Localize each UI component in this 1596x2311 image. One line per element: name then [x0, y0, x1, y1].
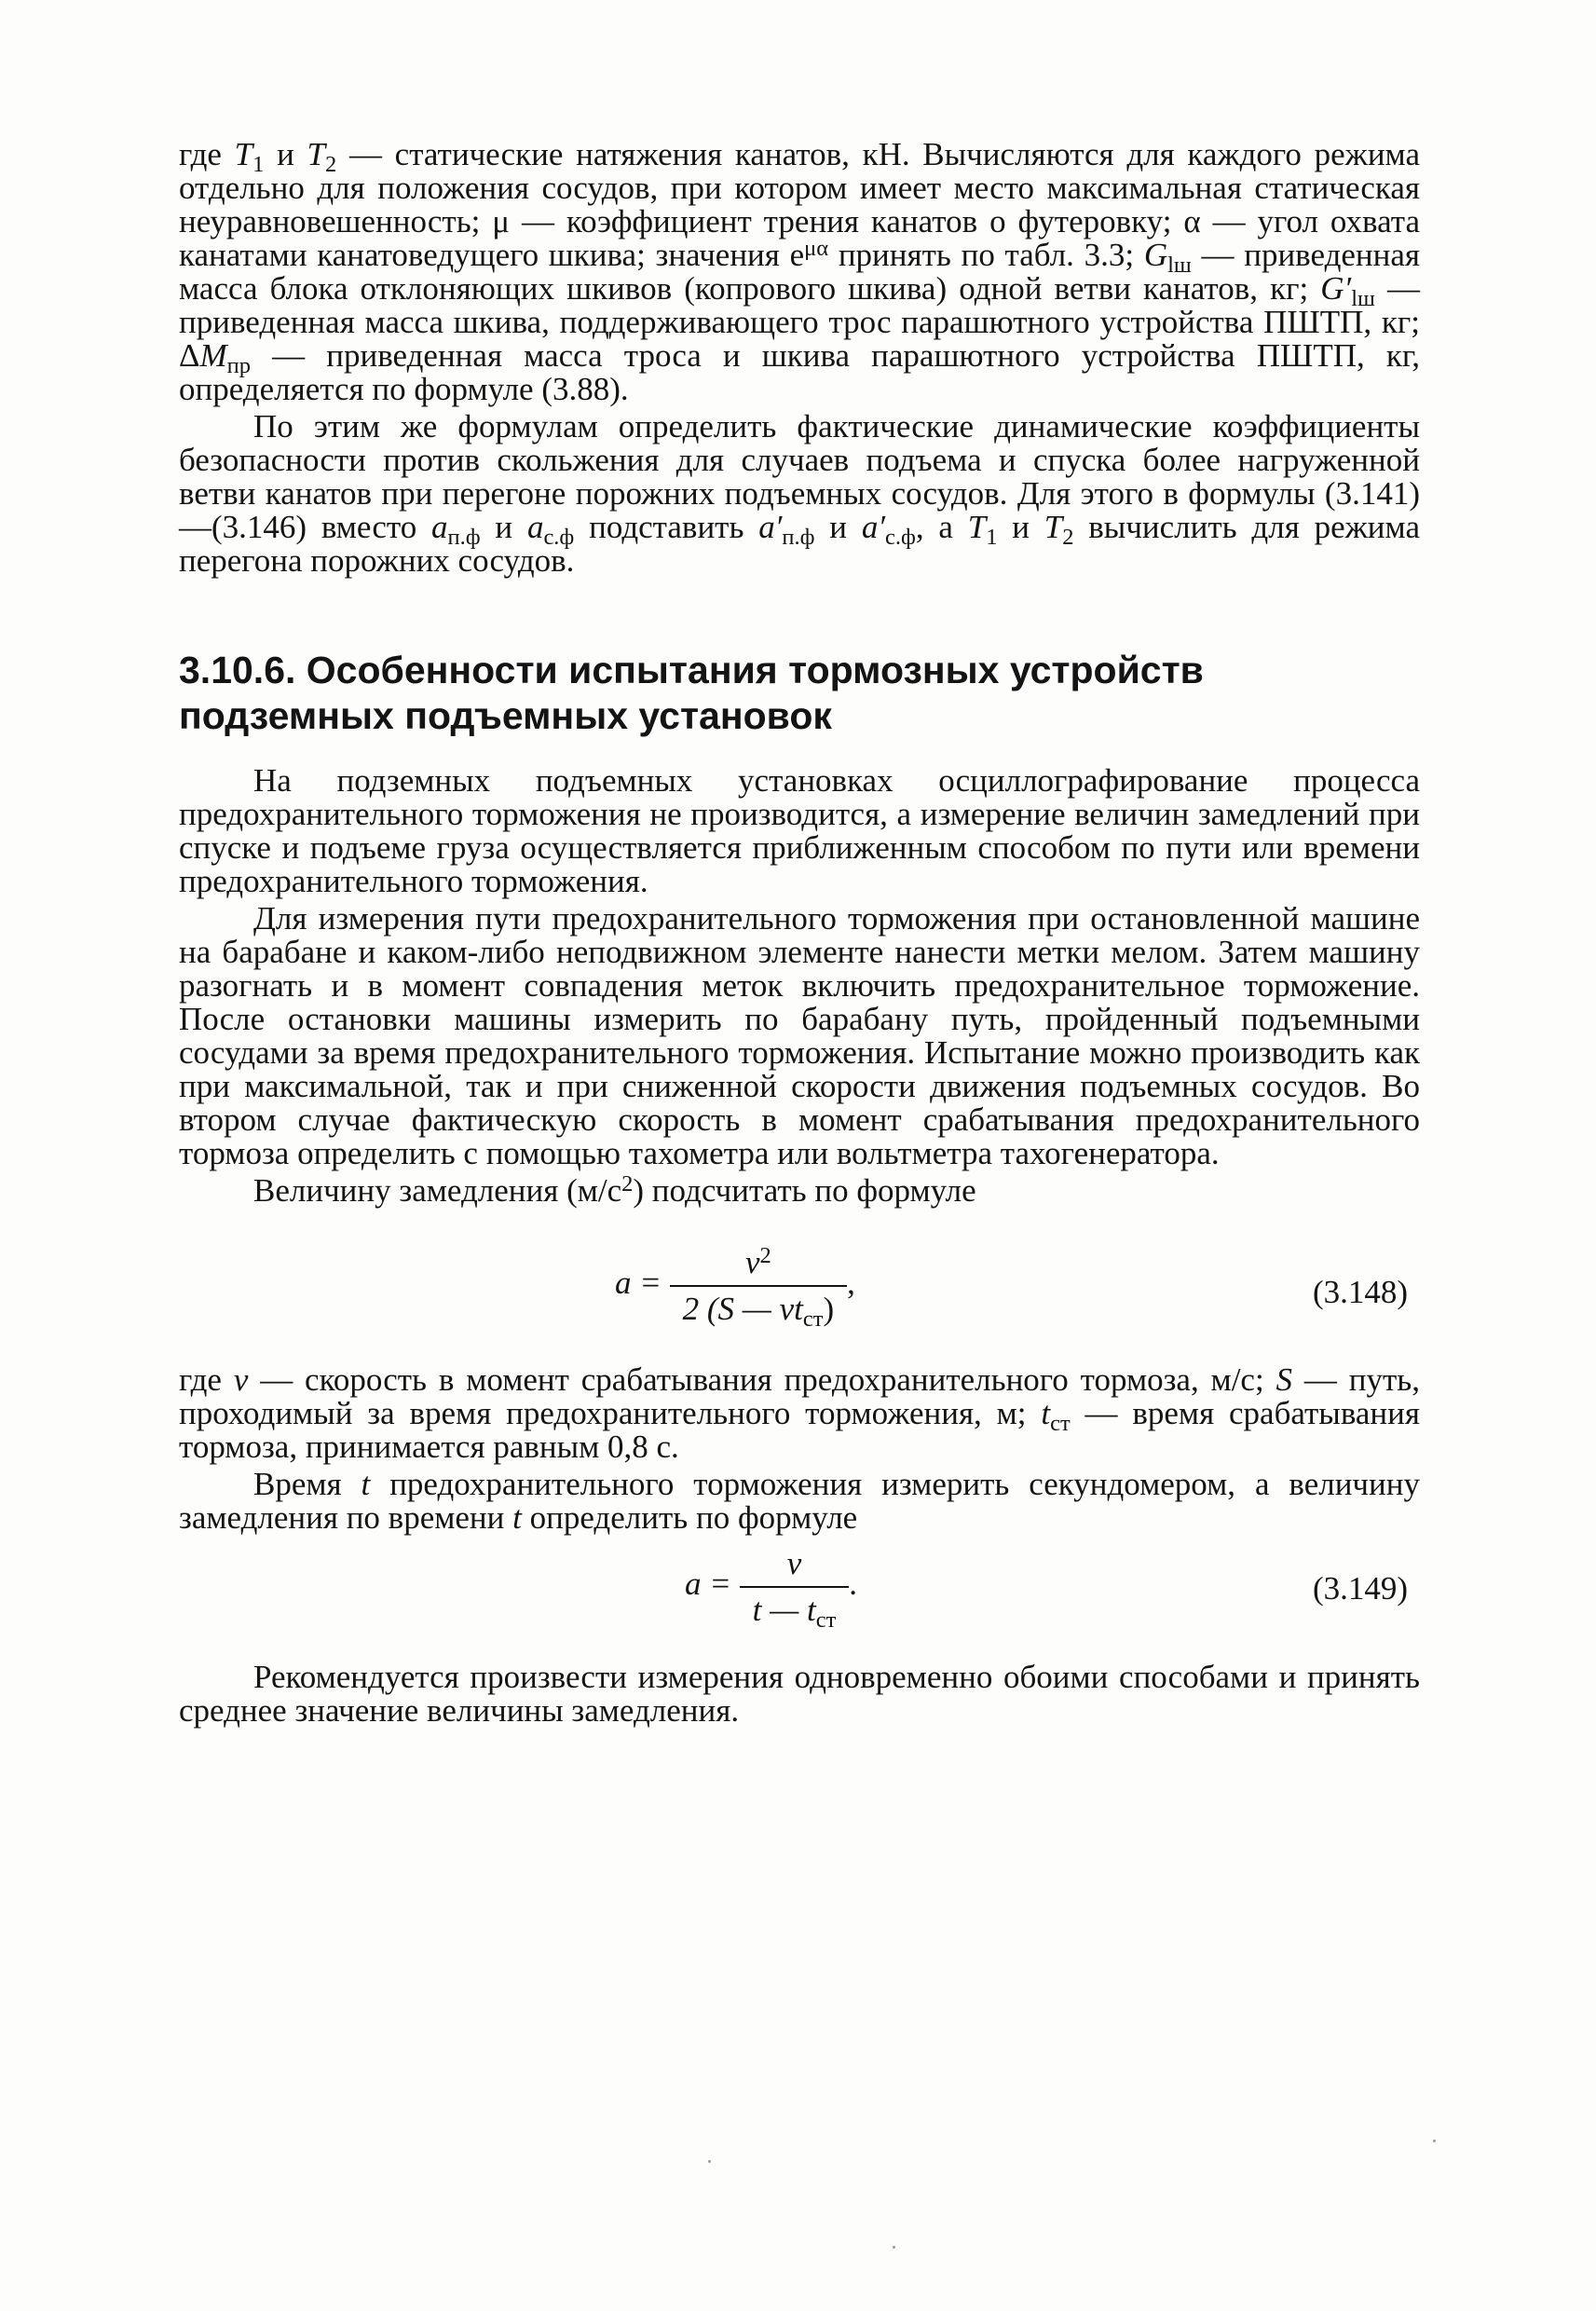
equation-number-3-148: (3.148) [1313, 1274, 1409, 1310]
heading-line-1: 3.10.6. Особенности испытания тормозных устройств [179, 649, 1204, 691]
text-run: где [179, 1361, 234, 1398]
denominator-close: ) [823, 1291, 835, 1327]
paragraph-intro: На подземных подъемных установках осциллографирование процесса предохранительного торможения не производится, а измерение величин замедлений при спуске и подъеме груза осуществляется приближенным способом по пути или времени предохранительного торможения. [179, 762, 1420, 899]
subscript: ст [1050, 1410, 1071, 1436]
text-run: Величину замедления (м/с [253, 1172, 622, 1209]
text-run: и [814, 509, 862, 545]
fraction-numerator [740, 1545, 850, 1586]
scan-speck [708, 2160, 711, 2163]
text-run: и [997, 509, 1044, 545]
symbol-t: t [512, 1499, 522, 1536]
superscript: 2 [621, 1170, 634, 1197]
equation-number-3-149: (3.149) [1313, 1570, 1409, 1607]
formula-punctuation: , [847, 1265, 855, 1302]
superscript: μα [804, 235, 829, 261]
symbol-M: M [199, 337, 227, 374]
paragraph-symbol-definitions [179, 1363, 1420, 1464]
text-run: — приведенная масса блока отклоняющих шкивов (копрового шкива) одной ветви канатов, кг; [179, 237, 1421, 307]
numerator-symbol: v [745, 1244, 760, 1280]
scan-speck [893, 2246, 895, 2249]
superscript: 2 [759, 1242, 771, 1268]
paragraph-time-method [179, 1468, 1420, 1535]
text-run: принять по табл. 3.3; [828, 237, 1144, 273]
heading-line-2: подземных подъемных установок [179, 694, 832, 737]
denominator-text: 2 (S — vt [682, 1291, 803, 1327]
text-run: , а [915, 509, 968, 545]
symbol-a: a [526, 509, 544, 545]
subscript: с.ф [543, 524, 575, 550]
symbol-T1: T [234, 136, 253, 172]
fraction-numerator [670, 1244, 848, 1285]
text-run: — путь, проходимый за время предохранительного торможения, м; [179, 1361, 1420, 1431]
symbol-t: t [361, 1466, 371, 1502]
text-run: ) подсчитать по формуле [633, 1172, 976, 1209]
paragraph-recommendation: Рекомендуется произвести измерения одновременно обоими способами и принять среднее значение величины замедления. [179, 1659, 1420, 1729]
text-run: — время срабатывания тормоза, принимается равным 0,8 с. [179, 1395, 1420, 1465]
subscript: 2 [1062, 524, 1074, 550]
symbol-T2: T [307, 136, 325, 172]
text-run: — статические натяжения канатов, кН. Вычисляются для каждого режима отдельно для положения сосудов, при котором имеет место максимальная статическая неуравновешенность; μ — коэффициент трения канатов о футеровку; α — угол охвата канатами канатоведущего шкива; значения e [179, 136, 1420, 273]
symbol-T2: T [1044, 509, 1063, 545]
text-run: предохранительного торможения измерить секундомером, а величину замедления по времени [179, 1466, 1420, 1536]
numerator-symbol: v [786, 1545, 802, 1581]
paragraph-measurement-method: Для измерения пути предохранительного торможения при остановленной машине на барабане и каком-либо неподвижном элементе нанести метки мелом. Затем машину разогнать и в момент совпадения меток включить предохранительное торможение. После остановки машины измерить по барабану путь, пройденный подъемными сосудами за время предохранительного торможения. Испытание можно производить как при максимальной, так и при сниженной скорости движения подъемных сосудов. Во втором случае фактическую скорость в момент срабатывания предохранительного тормоза определить с помощью тахометра или вольтметра тахогенератора. [179, 900, 1420, 1171]
fraction-denominator [670, 1285, 848, 1332]
formula-lhs: a = [615, 1265, 662, 1302]
formula-3-148 [615, 1242, 855, 1332]
text-run: — приведенная масса троса и шкива парашютного устройства ПШТП, кг, определяется по формуле (3.88). [179, 337, 1420, 407]
text-run: вычислить для режима перегона порожних сосудов. [179, 509, 1420, 579]
subscript: lш [1167, 252, 1192, 278]
formula-fraction [740, 1545, 850, 1633]
text-block-conclusion [179, 1661, 1420, 1728]
symbol-a: a [431, 509, 448, 545]
text-block-definitions [179, 1363, 1420, 1535]
text-run: Время [253, 1466, 361, 1502]
subscript: ст [802, 1306, 824, 1332]
formula-lhs: a = [685, 1566, 731, 1603]
fraction-denominator [740, 1586, 850, 1633]
text-block-body [179, 764, 1420, 1208]
text-run: где [179, 136, 235, 172]
denominator-text: t — t [752, 1592, 816, 1628]
text-run: — скорость в момент срабатывания предохранительного тормоза, м/с; [248, 1361, 1276, 1398]
symbol-v: v [233, 1361, 249, 1398]
subscript: пр [226, 352, 252, 378]
symbol-a-prime: a′ [758, 509, 783, 545]
text-run: подставить [574, 509, 759, 545]
text-block-top [179, 138, 1420, 578]
subscript: 2 [325, 151, 337, 177]
symbol-S: S [1275, 1361, 1293, 1398]
subscript: 1 [986, 524, 998, 550]
subscript: п.ф [782, 524, 815, 550]
formula-3-149 [685, 1545, 858, 1633]
symbol-G: G [1143, 237, 1168, 273]
text-run: определить по формуле [521, 1499, 858, 1536]
formula-punctuation: . [849, 1566, 858, 1603]
paragraph-formulas-method [179, 410, 1420, 578]
symbol-a-prime: a′ [861, 509, 885, 545]
subscript: lш [1351, 285, 1375, 311]
symbol-T1: T [967, 509, 987, 545]
scan-speck [1433, 2140, 1436, 2142]
text-run: и [480, 509, 527, 545]
paragraph-variable-definitions [179, 138, 1420, 406]
symbol-t: t [1041, 1395, 1051, 1431]
paragraph-formula-lead [179, 1170, 1420, 1209]
subscript: п.ф [447, 524, 481, 550]
symbol-G-prime: G′ [1320, 270, 1352, 307]
text-run: — приведенная масса шкива, поддерживающего трос парашютного устройства ПШТП, кг; Δ [179, 270, 1420, 374]
formula-fraction [670, 1242, 848, 1332]
section-heading [179, 648, 1420, 739]
subscript: ст [815, 1607, 837, 1633]
text-run: По этим же формулам определить фактические динамические коэффициенты безопасности против скольжения для случаев подъема и спуска более нагруженной ветви канатов при перегоне порожних подъемных сосудов. Для этого в формулы (3.141)—(3.146) вместо [179, 408, 1420, 545]
subscript: 1 [252, 151, 265, 177]
text-run: и [264, 136, 307, 172]
subscript: с.ф [884, 524, 916, 550]
